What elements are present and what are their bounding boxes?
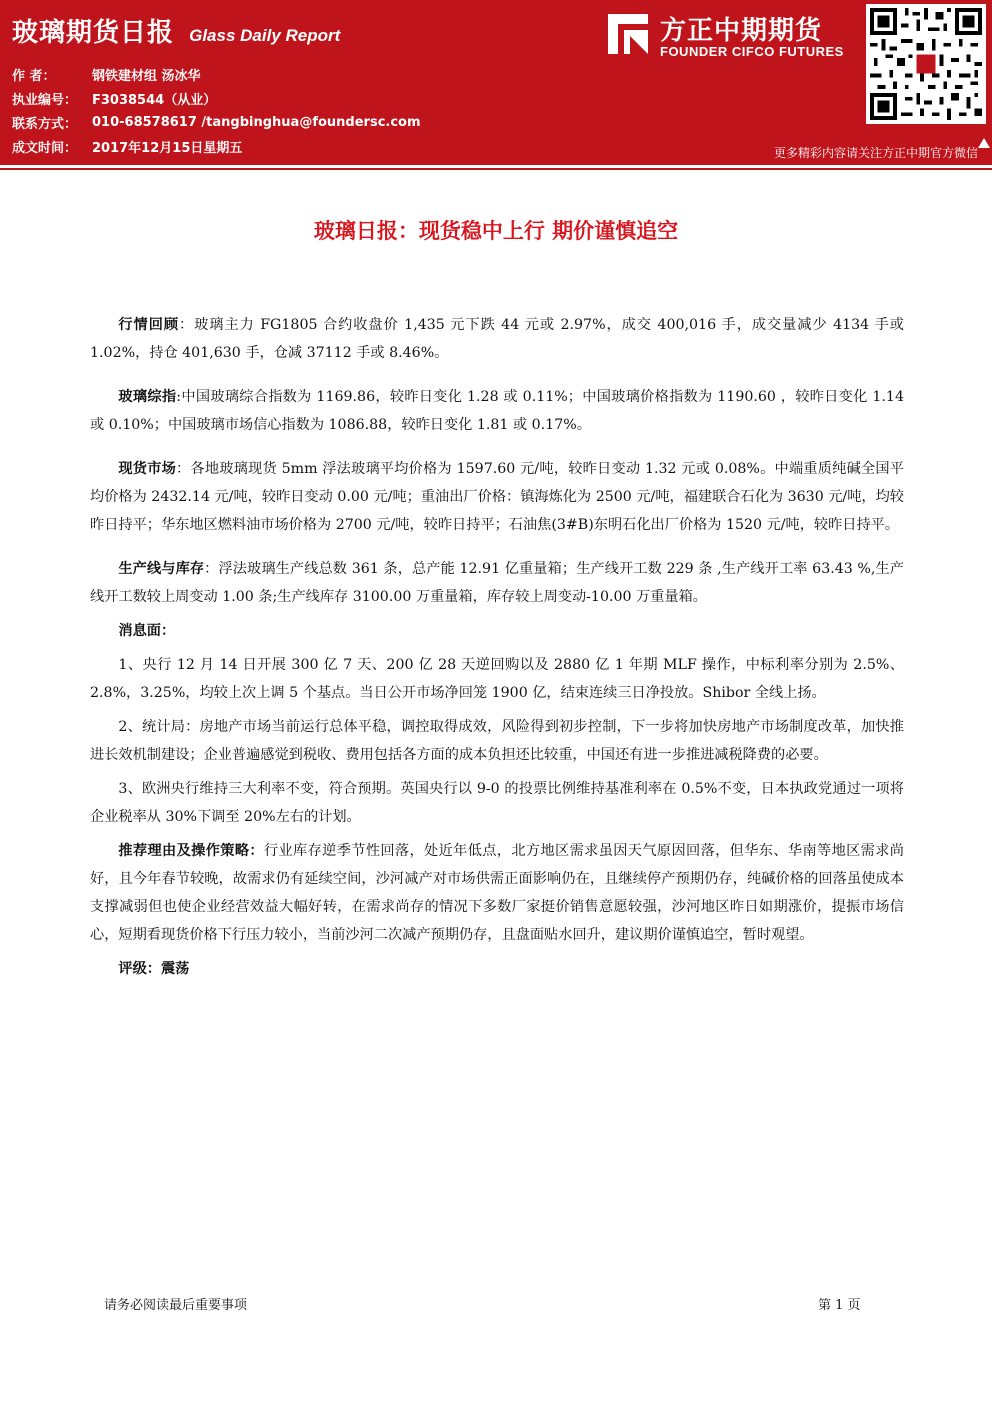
meta-label: 执业编号： xyxy=(12,92,78,108)
page-number: 第 1 页 xyxy=(818,1298,861,1313)
rating-paragraph xyxy=(90,955,904,983)
section-text: ：玻璃主力 FG1805 合约收盘价 1,435 元下跌 44 元或 2.97%，成交 400,016 手，成交量减少 4134 手或 1.02%，持仓 401,630 手，仓减 37112 手或 8.46%。 xyxy=(90,317,904,361)
meta-license xyxy=(12,86,421,110)
meta-value: 2017年12月15日星期五 xyxy=(92,140,243,156)
meta-value: 010-68578617 /tangbinghua@foundersc.com xyxy=(92,114,421,130)
news-heading xyxy=(90,617,904,645)
section-label: 消息面： xyxy=(118,623,176,639)
production-paragraph xyxy=(90,555,904,611)
glass-index-paragraph xyxy=(90,383,904,439)
logo-chinese-name: 方正中期期货 xyxy=(660,16,823,46)
meta-label: 成文时间： xyxy=(12,140,78,156)
section-label: 生产线与库存 xyxy=(118,561,205,577)
header-title-group xyxy=(12,12,340,49)
rating-label: 评级：震荡 xyxy=(118,961,190,977)
report-subtitle: Glass Daily Report xyxy=(189,26,341,45)
section-text: ：各地玻璃现货 5mm 浮法玻璃平均价格为 1597.60 元/吨，较昨日变动 1.32 元或 0.08%。中端重质纯碱全国平均价格为 2432.14 元/吨，较昨日变动 0.00 元/吨；重油出厂价格：镇海炼化为 2500 元/吨，福建联合石化为 3630 元/吨，均较昨日持平；华东地区燃料油市场价格为 2700 元/吨，较昨日持平；石油焦(3#B)东明石化出厂价格为 1520 元/吨，较昨日持平。 xyxy=(90,461,904,533)
section-text: ：浮法玻璃生产线总数 361 条，总产能 12.91 亿重量箱；生产线开工数 229 条 ,生产线开工率 63.43 %,生产线开工数较上周变动 1.00 条;生产线库存 3100.00 万重量箱，库存较上周变动-10.00 万重量箱。 xyxy=(90,561,904,605)
footer-notice: 请务必阅读最后重要事项 xyxy=(104,1298,248,1313)
wechat-qr-code xyxy=(866,4,986,124)
arrow-up-icon xyxy=(978,138,990,148)
section-text: :中国玻璃综合指数为 1169.86，较昨日变化 1.28 或 0.11%；中国玻璃价格指数为 1190.60 ，较昨日变化 1.14 或 0.10%；中国玻璃市场信心指数为 1086.88，较昨日变化 1.81 或 0.17%。 xyxy=(90,389,904,433)
logo-english-name: FOUNDER CIFCO FUTURES xyxy=(660,44,844,59)
meta-date xyxy=(12,134,421,158)
section-label: 玻璃综指 xyxy=(118,389,177,405)
meta-contact xyxy=(12,110,421,134)
market-review-paragraph xyxy=(90,311,904,367)
meta-value: 钢铁建材组 汤冰华 xyxy=(92,68,201,84)
section-text: 行业库存逆季节性回落，处近年低点，北方地区需求虽因天气原因回落，但华东、华南等地区需求尚好，且今年春节较晚，故需求仍有延续空间，沙河减产对市场供需正面影响仍在，且继续停产预期仍存，纯碱价格的回落虽使成本支撑减弱但也使企业经营效益大幅好转，在需求尚存的情况下多数厂家挺价销售意愿较强，沙河地区昨日如期涨价，提振市场信心，短期看现货价格下行压力较小，当前沙河二次减产预期仍存，且盘面贴水回升，建议期价谨慎追空，暂时观望。 xyxy=(90,843,904,943)
news-item: 1、央行 12 月 14 日开展 300 亿 7 天、200 亿 28 天逆回购以及 2880 亿 1 年期 MLF 操作，中标利率分别为 2.5%、2.8%，3.25%，均较上次上调 5 个基点。当日公开市场净回笼 1900 亿，结束连续三日净投放。Shibor 全线上扬。 xyxy=(90,657,904,701)
header-divider xyxy=(0,168,992,170)
founder-logo-icon xyxy=(604,10,652,58)
author-meta xyxy=(12,62,421,158)
report-title: 玻璃期货日报 xyxy=(12,18,175,48)
document-title: 玻璃日报：现货稳中上行 期价谨慎追空 xyxy=(313,219,679,243)
section-label: 行情回顾 xyxy=(118,317,179,333)
section-label: 推荐理由及操作策略： xyxy=(118,843,264,859)
strategy-paragraph xyxy=(90,837,904,949)
spot-market-paragraph xyxy=(90,455,904,539)
news-item: 2、统计局：房地产市场当前运行总体平稳，调控取得成效，风险得到初步控制，下一步将加快房地产市场制度改革，加快推进长效机制建设；企业普遍感觉到税收、费用包括各方面的成本负担还比较重，中国还有进一步推进减税降费的必要。 xyxy=(90,719,904,763)
meta-value: F3038544（从业） xyxy=(92,92,217,108)
meta-label: 联系方式： xyxy=(12,116,78,132)
section-label: 现货市场 xyxy=(118,461,177,477)
meta-author xyxy=(12,62,421,86)
report-body xyxy=(90,311,904,983)
report-header xyxy=(0,0,992,165)
follow-wechat-text: 更多精彩内容请关注方正中期官方微信 xyxy=(773,146,978,160)
news-item: 3、欧洲央行维持三大利率不变，符合预期。英国央行以 9-0 的投票比例维持基准利率在 0.5%不变，日本执政党通过一项将企业税率从 30%下调至 20%左右的计划。 xyxy=(90,781,904,825)
meta-label: 作 者： xyxy=(12,68,56,84)
qr-code-icon xyxy=(870,8,982,120)
company-logo xyxy=(604,6,864,64)
